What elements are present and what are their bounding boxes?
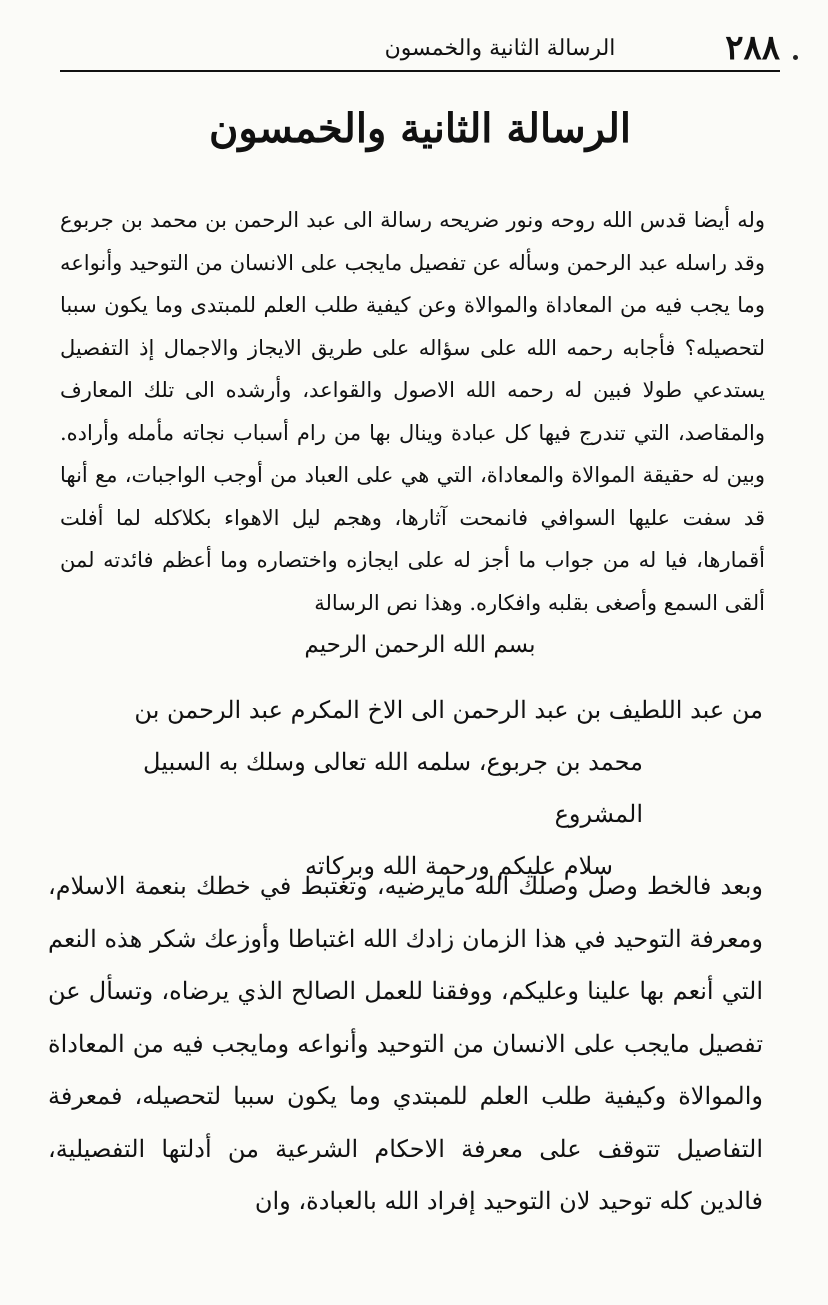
letter-greeting: سلام عليكم ورحمة الله وبركاته	[305, 852, 613, 880]
margin-mark	[793, 55, 798, 60]
page-header	[60, 28, 780, 74]
running-title: الرسالة الثانية والخمسون	[384, 36, 616, 61]
page-number: ٢٨٨	[725, 28, 780, 68]
letter-body: وبعد فالخط وصل وصلك الله مايرضيه، وتغتبط في خطك بنعمة الاسلام، ومعرفة التوحيد في هذا الزمان زادك الله اغتباطا وأوزعك شكر هذه النعم التي أنعم بها علينا وعليكم، ووفقنا للعمل الصالح الذي يرضاه، وتسأل عن تفصيل مايجب على الانسان من التوحيد وأنواعه ومايجب فيه من المعاداة والموالاة وكيفية طلب العلم للمبتدي وما يكون سببا لتحصيله، فمعرفة التفاصيل تتوقف على معرفة الاحكام الشرعية من أدلتها التفصيلية، فالدين كله توحيد لان التوحيد إفراد الله بالعبادة، وان	[48, 872, 764, 1215]
chapter-heading: الرسالة الثانية والخمسون	[208, 105, 632, 152]
header-rule	[60, 70, 780, 72]
letter-address-line-2: محمد بن جربوع، سلمه الله تعالى وسلك به السبيل المشروع	[143, 748, 643, 828]
letter-address-line-1: من عبد اللطيف بن عبد الرحمن الى الاخ المكرم عبد الرحمن بن	[134, 696, 763, 724]
basmala: بسم الله الرحمن الرحيم	[304, 632, 536, 658]
intro-paragraph: وله أيضا قدس الله روحه ونور ضريحه رسالة الى عبد الرحمن بن محمد بن جربوع وقد راسله عبد الرحمن وسأله عن تفصيل مايجب على الانسان من التوحيد وأنواعه وما يجب فيه من المعاداة والموالاة وعن كيفية طلب العلم للمبتدى وما يكون سببا لتحصيله؟ فأجابه رحمه الله على سؤاله على طريق الايجاز والاجمال إذ التفصيل يستدعي طولا فبين له رحمه الله الاصول والقواعد، وأرشده الى تلك المعارف والمقاصد، التي تندرج فيها كل عبادة وينال بها من رام أسباب نجاته مأمله وأراده. وبين له حقيقة الموالاة والمعاداة، التي هي على العباد من أوجب الواجبات، مع أنها قد سفت عليها السوافي فانمحت آثارها، وهجم ليل الاهواء بكلاكله لما أفلت أقمارها، فيا له من جواب ما أجز له على ايجازه واختصاره وما أعظم فائدته لمن ألقى السمع وأصغى بقلبه وافكاره. وهذا نص الرسالة	[60, 208, 765, 615]
